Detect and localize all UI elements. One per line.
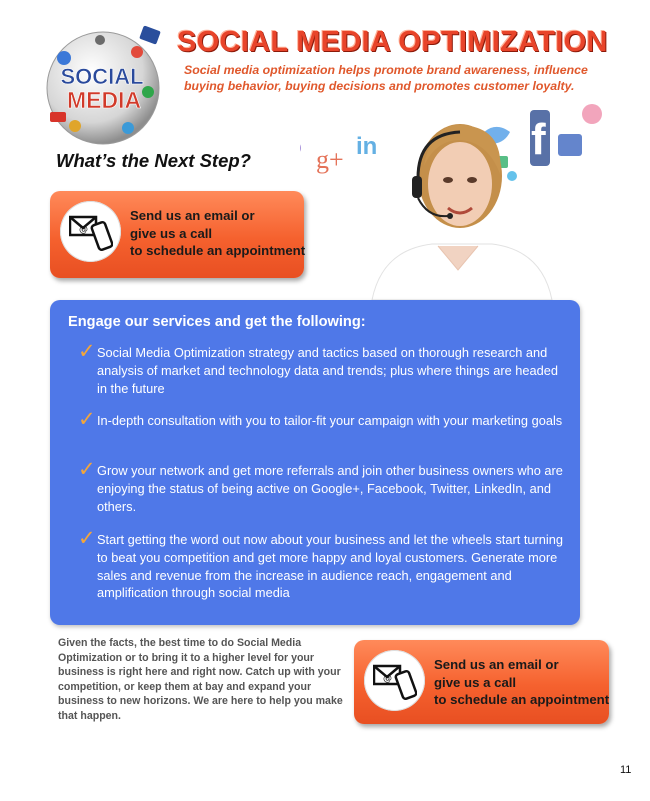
email-phone-icon	[60, 201, 121, 262]
cta-text	[130, 207, 305, 260]
services-panel	[50, 300, 580, 625]
page-subtitle: Social media optimization helps promote brand awareness, influence buying behavior, buying decisions and promotes customer loyalty.	[184, 63, 588, 93]
service-item	[76, 407, 566, 431]
cta-line-3: to schedule an appointment	[434, 692, 610, 707]
service-item	[76, 339, 566, 397]
cta-line-1: Send us an email or	[434, 657, 559, 672]
svg-text:@: @	[79, 225, 88, 235]
svg-text:g+: g+	[316, 145, 344, 174]
next-step-heading: What’s the Next Step?	[56, 150, 251, 171]
service-item	[76, 526, 566, 602]
svg-text:f: f	[531, 115, 546, 164]
cta-line-1: Send us an email or	[130, 208, 255, 223]
logo-word-media: MEDIA	[66, 87, 142, 113]
email-phone-icon	[364, 650, 425, 711]
svg-text:in: in	[356, 133, 378, 160]
cta-line-2: give us a call	[434, 674, 517, 690]
cta-line-3: to schedule an appointment	[130, 243, 306, 258]
checkmark-icon: ✓	[78, 407, 96, 431]
service-item-text: In-depth consultation with you to tailor-fit your campaign with your marketing goals	[97, 413, 563, 428]
services-heading: Engage our services and get the following:	[68, 314, 366, 330]
service-item	[76, 457, 566, 515]
closing-paragraph: Given the facts, the best time to do Social Media Optimization or to bring it to a higher level for your business is right here and right now. Catch up with your competition, or keep them at bay and expand your business to new horizons. We are here to help you make that happen.	[58, 637, 343, 722]
cta-contact-box-bottom[interactable]	[354, 640, 609, 724]
service-item-text: Grow your network and get more referrals and join other business owners who are enjoying the status of being active on Google+, Facebook, Twitter, LinkedIn, and others.	[97, 463, 563, 514]
logo-word-social: SOCIAL	[60, 64, 144, 89]
support-agent-photo	[300, 96, 620, 300]
cta-line-2: give us a call	[130, 225, 213, 241]
social-media-globe-logo	[40, 22, 166, 148]
service-item-text: Start getting the word out now about your business and let the wheels start turning to beat you competition and get more happy and loyal customers. Generate more sales and revenue from the increase in audience reach, engagement and amplification through social media	[97, 532, 563, 601]
page-title: SOCIAL MEDIA OPTIMIZATION	[177, 26, 608, 58]
checkmark-icon: ✓	[78, 457, 96, 481]
service-item-text: Social Media Optimization strategy and tactics based on thorough research and analysis of market and technology data and trends; plus where things are headed in the future	[97, 345, 558, 396]
page-number: 11	[620, 764, 632, 776]
cta-text	[434, 656, 609, 709]
checkmark-icon: ✓	[78, 526, 96, 550]
checkmark-icon: ✓	[78, 339, 96, 363]
svg-text:@: @	[383, 674, 392, 684]
cta-contact-box-top[interactable]	[50, 191, 304, 278]
